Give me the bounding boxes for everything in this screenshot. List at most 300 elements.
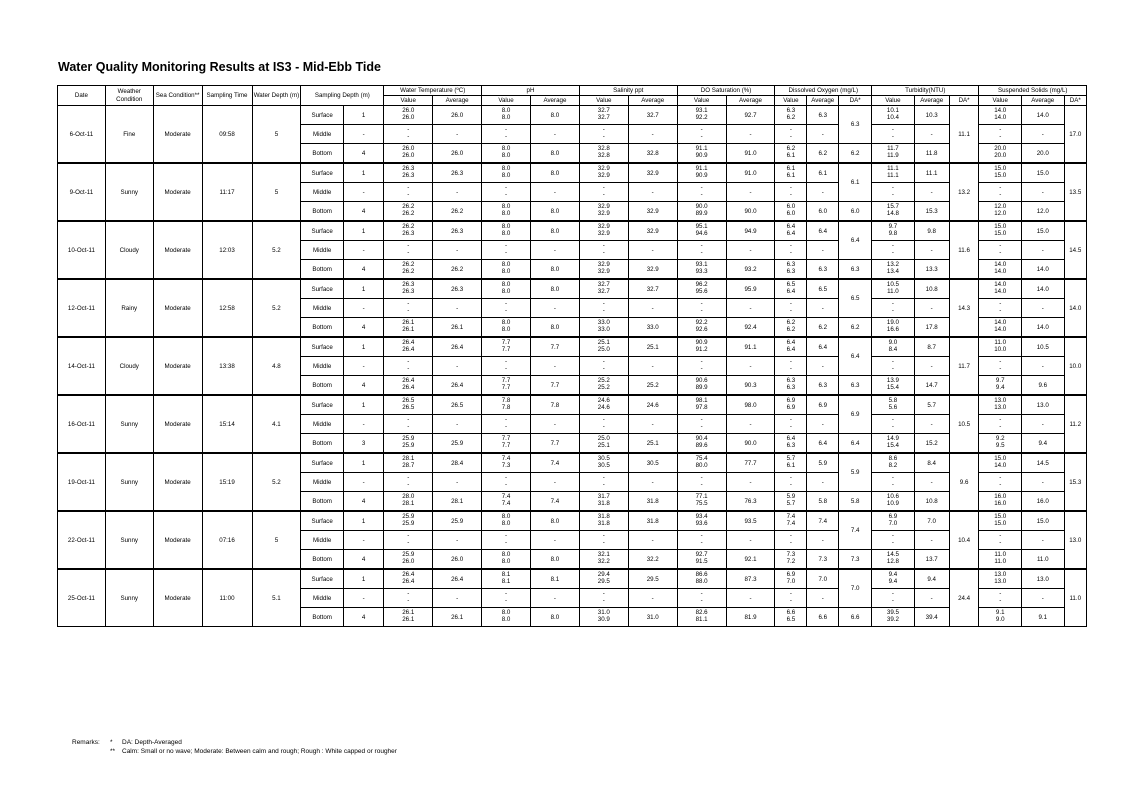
- ph-value-cell-reading: -: [504, 416, 508, 424]
- ss-value-cell-reading: -: [999, 590, 1002, 598]
- temp-value-cell-reading: 26.2: [402, 203, 415, 211]
- subheader-da: DA*: [1064, 96, 1087, 106]
- ph-average-cell: 8.0: [530, 202, 579, 222]
- turb-value-cell-reading: 10.5: [886, 281, 899, 289]
- ss-value-cell-reading: -: [999, 242, 1002, 250]
- temp-value-cell: [384, 183, 433, 202]
- sal-value-cell: [579, 183, 628, 202]
- dos-value-cell-reading: 92.2: [695, 319, 708, 327]
- ss-value-cell: [979, 376, 1022, 396]
- sal-average-cell: 32.7: [628, 106, 677, 125]
- ph-value-cell-reading: 8.1: [501, 578, 511, 585]
- temp-value-cell: [384, 337, 433, 357]
- ph-value-cell-reading: 7.7: [501, 384, 511, 391]
- sea-cell: Moderate: [153, 569, 202, 627]
- sal-value-cell-reading: 31.7: [597, 493, 610, 501]
- turb-value-cell-reading: -: [891, 358, 894, 366]
- do-average-cell: 6.3: [807, 260, 839, 280]
- sal-value-cell: [579, 202, 628, 222]
- depth-label-cell: Surface: [301, 279, 344, 299]
- ss-average-cell: 9.6: [1021, 376, 1064, 396]
- dos-value-cell-reading: 93.4: [695, 513, 708, 521]
- turb-average-cell: -: [914, 357, 949, 376]
- date-cell: 9-Oct-11: [58, 163, 106, 221]
- temp-value-cell-reading: 26.3: [402, 230, 415, 237]
- ph-value-cell-reading: 8.0: [501, 319, 511, 327]
- depth-label-cell: Surface: [301, 337, 344, 357]
- sal-value-cell-reading: -: [602, 358, 605, 366]
- sal-value-cell-reading: 30.5: [597, 455, 610, 463]
- ss-average-cell: 9.4: [1021, 434, 1064, 454]
- ph-average-cell: -: [530, 415, 579, 434]
- sea-cell: Moderate: [153, 221, 202, 279]
- do-value-cell-reading: -: [789, 365, 792, 372]
- turb-value-cell: [872, 183, 915, 202]
- do-value-cell: [775, 279, 807, 299]
- depth-value-cell: 1: [343, 163, 383, 183]
- temp-value-cell-reading: 26.1: [402, 616, 415, 623]
- turb-average-cell: 9.8: [914, 221, 949, 241]
- turb-value-cell-reading: 11.7: [887, 145, 899, 153]
- turb-value-cell-reading: 13.2: [886, 261, 899, 269]
- temp-value-cell-reading: 26.5: [402, 397, 415, 405]
- ph-value-cell: [482, 241, 531, 260]
- dos-value-cell: [677, 608, 726, 627]
- ph-value-cell-reading: -: [504, 481, 508, 488]
- turb-value-cell-reading: 39.2: [886, 616, 899, 623]
- do-value-cell: [775, 473, 807, 492]
- do-average-cell: 6.5: [807, 279, 839, 299]
- ss-value-cell-reading: -: [999, 481, 1002, 488]
- date-cell: 12-Oct-11: [58, 279, 106, 337]
- ss-value-cell-reading: 14.0: [994, 261, 1007, 269]
- dos-average-cell: 93.2: [726, 260, 775, 280]
- dos-value-cell-reading: 92.2: [695, 114, 708, 121]
- turb-value-cell-reading: 5.8: [888, 397, 898, 405]
- ph-value-cell-reading: 7.7: [501, 377, 511, 385]
- ph-average-cell: 7.7: [530, 434, 579, 454]
- ph-value-cell-reading: 8.0: [501, 558, 511, 565]
- ph-value-cell: [482, 202, 531, 222]
- do-average-cell: 7.4: [807, 511, 839, 531]
- turb-average-cell: 13.3: [914, 260, 949, 280]
- ss-average-cell: -: [1021, 357, 1064, 376]
- ph-value-cell-reading: 8.0: [501, 268, 511, 275]
- temp-average-cell: 26.2: [433, 260, 482, 280]
- ss-value-cell-reading: 13.0: [994, 578, 1007, 585]
- do-value-cell-reading: -: [789, 307, 792, 314]
- header-salinity: Salinity ppt: [579, 86, 677, 96]
- ss-average-cell: 14.5: [1021, 453, 1064, 473]
- sal-value-cell: [579, 318, 628, 338]
- turb-average-cell: 8.4: [914, 453, 949, 473]
- sal-average-cell: 30.5: [628, 453, 677, 473]
- remark-text: DA: Depth-Averaged: [122, 739, 182, 746]
- do-average-cell: 5.9: [807, 453, 839, 473]
- ss-value-cell-reading: 13.0: [994, 404, 1007, 411]
- subheader-value: Value: [482, 96, 531, 106]
- turb-value-cell-reading: -: [891, 597, 894, 604]
- ph-average-cell: 8.0: [530, 511, 579, 531]
- ss-value-cell-reading: -: [999, 184, 1002, 192]
- ss-value-cell-reading: -: [999, 307, 1002, 314]
- sal-average-cell: 32.9: [628, 221, 677, 241]
- dos-value-cell-reading: 94.6: [695, 230, 708, 237]
- sal-value-cell-reading: 24.6: [597, 397, 610, 405]
- table-row: [58, 453, 1087, 473]
- ss-value-cell: [979, 589, 1022, 608]
- temp-value-cell-reading: -: [407, 133, 410, 140]
- sal-value-cell: [579, 531, 628, 550]
- turb-value-cell: [872, 163, 915, 183]
- temp-average-cell: 28.1: [433, 492, 482, 512]
- depth-value-cell: 4: [343, 376, 383, 396]
- dos-value-cell: [677, 144, 726, 164]
- ph-value-cell: [482, 550, 531, 570]
- do-value-cell-reading: -: [789, 249, 792, 256]
- do-average-cell: 6.0: [807, 202, 839, 222]
- temp-value-cell-reading: 26.3: [402, 172, 415, 179]
- sal-average-cell: 32.2: [628, 550, 677, 570]
- ph-value-cell-reading: -: [504, 539, 508, 546]
- ss-value-cell-reading: 15.0: [994, 230, 1007, 237]
- ss-value-cell-reading: 16.0: [994, 500, 1007, 507]
- date-cell: 22-Oct-11: [58, 511, 106, 569]
- dos-value-cell-reading: -: [700, 358, 703, 366]
- sal-value-cell-reading: -: [602, 481, 605, 488]
- temp-value-cell-reading: 26.4: [402, 346, 415, 353]
- dos-value-cell-reading: -: [700, 249, 703, 256]
- weather-cell: Rainy: [105, 279, 153, 337]
- ph-value-cell-reading: -: [504, 126, 508, 134]
- turb-value-cell: [872, 473, 915, 492]
- ss-value-cell-reading: 15.0: [994, 520, 1007, 527]
- do-value-cell: [775, 376, 807, 396]
- do-value-cell-reading: 6.3: [786, 442, 796, 449]
- header-do-saturation: DO Saturation (%): [677, 86, 775, 96]
- depth-value-cell: 1: [343, 337, 383, 357]
- turbidity-da-cell: 10.5: [949, 395, 979, 453]
- depth-label-cell: Bottom: [301, 608, 344, 627]
- ph-value-cell-reading: 7.3: [501, 462, 511, 469]
- sampling-time-cell: 09:58: [202, 106, 252, 164]
- ss-value-cell-reading: 15.0: [994, 455, 1007, 463]
- dos-value-cell-reading: 93.1: [695, 261, 708, 269]
- do-value-cell-reading: 7.0: [786, 578, 796, 585]
- remark-line: [72, 747, 397, 756]
- depth-value-cell: -: [343, 357, 383, 376]
- depth-label-cell: Middle: [301, 415, 344, 434]
- temp-average-cell: -: [433, 183, 482, 202]
- sal-value-cell: [579, 260, 628, 280]
- temp-value-cell: [384, 144, 433, 164]
- temp-value-cell-reading: 25.9: [402, 442, 415, 449]
- sal-value-cell-reading: 29.4: [597, 571, 610, 579]
- turbidity-da-cell: 11.7: [949, 337, 979, 395]
- sal-value-cell-reading: 32.8: [597, 152, 610, 159]
- depth-value-cell: -: [343, 241, 383, 260]
- do-average-cell: 6.6: [807, 608, 839, 627]
- ss-da-cell: 17.0: [1064, 106, 1087, 164]
- turb-value-cell: [872, 395, 915, 415]
- sal-value-cell-reading: 32.9: [597, 165, 610, 173]
- temp-value-cell: [384, 453, 433, 473]
- turb-average-cell: 15.2: [914, 434, 949, 454]
- ph-average-cell: 8.0: [530, 260, 579, 280]
- sal-average-cell: -: [628, 357, 677, 376]
- ss-value-cell-reading: -: [999, 597, 1002, 604]
- temp-value-cell-reading: 26.2: [402, 268, 415, 275]
- ss-average-cell: 10.5: [1021, 337, 1064, 357]
- turb-value-cell-reading: 13.4: [886, 268, 899, 275]
- ss-value-cell-reading: 9.1: [995, 609, 1005, 617]
- ph-value-cell-reading: 7.4: [501, 493, 511, 501]
- sal-value-cell: [579, 511, 628, 531]
- sal-value-cell-reading: -: [602, 249, 605, 256]
- temp-average-cell: 25.9: [433, 511, 482, 531]
- sal-value-cell-reading: 32.9: [597, 210, 610, 217]
- sampling-time-cell: 15:14: [202, 395, 252, 453]
- sal-value-cell-reading: -: [602, 423, 605, 430]
- do-value-cell: [775, 241, 807, 260]
- sal-value-cell-reading: -: [602, 532, 605, 540]
- ss-value-cell: [979, 260, 1022, 280]
- temp-value-cell-reading: 26.0: [402, 152, 415, 159]
- sal-value-cell: [579, 453, 628, 473]
- ph-value-cell-reading: 8.0: [501, 616, 511, 623]
- ph-value-cell: [482, 569, 531, 589]
- ph-value-cell: [482, 531, 531, 550]
- do-value-cell-reading: 6.3: [786, 107, 796, 115]
- turb-value-cell-reading: 5.6: [888, 404, 898, 411]
- dos-average-cell: -: [726, 415, 775, 434]
- ss-average-cell: 16.0: [1021, 492, 1064, 512]
- dos-value-cell-reading: -: [700, 597, 703, 604]
- dos-value-cell-reading: 90.0: [695, 203, 708, 211]
- sal-average-cell: -: [628, 473, 677, 492]
- dos-value-cell-reading: 77.1: [695, 493, 708, 501]
- do-value-cell: [775, 299, 807, 318]
- dos-value-cell-reading: 89.9: [695, 210, 708, 217]
- ph-value-cell: [482, 376, 531, 396]
- sal-value-cell-reading: 32.2: [597, 558, 610, 565]
- depth-label-cell: Middle: [301, 183, 344, 202]
- do-da-cell: 6.4: [839, 337, 872, 376]
- temp-average-cell: 26.4: [433, 376, 482, 396]
- turb-value-cell: [872, 144, 915, 164]
- turb-value-cell-reading: 19.0: [886, 319, 899, 327]
- do-value-cell: [775, 531, 807, 550]
- subheader-da: DA*: [949, 96, 979, 106]
- ph-value-cell-reading: 7.4: [501, 500, 511, 507]
- temp-value-cell-reading: 26.0: [402, 145, 415, 153]
- do-value-cell-reading: 6.3: [786, 384, 796, 391]
- turb-value-cell: [872, 125, 915, 144]
- ph-value-cell: [482, 144, 531, 164]
- ss-value-cell-reading: -: [999, 532, 1002, 540]
- turb-average-cell: 7.0: [914, 511, 949, 531]
- turb-value-cell-reading: -: [891, 133, 894, 140]
- dos-value-cell: [677, 434, 726, 454]
- weather-cell: Fine: [105, 106, 153, 164]
- do-da-cell: 6.6: [839, 608, 872, 627]
- ph-value-cell: [482, 221, 531, 241]
- subheader-average: Average: [914, 96, 949, 106]
- turbidity-da-cell: 10.4: [949, 511, 979, 569]
- turb-value-cell: [872, 550, 915, 570]
- do-value-cell: [775, 589, 807, 608]
- do-value-cell-reading: -: [789, 300, 792, 308]
- sal-value-cell-reading: 32.7: [597, 288, 610, 295]
- ss-average-cell: -: [1021, 125, 1064, 144]
- dos-average-cell: 90.0: [726, 202, 775, 222]
- depth-value-cell: 1: [343, 279, 383, 299]
- ph-value-cell: [482, 125, 531, 144]
- ph-average-cell: -: [530, 531, 579, 550]
- sal-value-cell-reading: 33.0: [597, 326, 610, 333]
- temp-value-cell-reading: 26.1: [402, 326, 415, 333]
- temp-value-cell: [384, 125, 433, 144]
- sal-value-cell-reading: 25.2: [597, 384, 610, 391]
- dos-value-cell-reading: 92.7: [695, 551, 708, 559]
- ph-average-cell: -: [530, 589, 579, 608]
- ph-value-cell: [482, 434, 531, 454]
- turbidity-da-cell: 13.2: [949, 163, 979, 221]
- depth-label-cell: Bottom: [301, 492, 344, 512]
- ss-value-cell: [979, 163, 1022, 183]
- depth-value-cell: 1: [343, 569, 383, 589]
- dos-value-cell: [677, 125, 726, 144]
- ph-value-cell-reading: 7.7: [501, 442, 511, 449]
- turb-value-cell-reading: 14.9: [886, 435, 899, 443]
- table-row: [58, 163, 1087, 183]
- dos-value-cell-reading: 98.1: [695, 397, 708, 405]
- do-value-cell-reading: -: [789, 416, 792, 424]
- do-average-cell: -: [807, 415, 839, 434]
- temp-value-cell: [384, 434, 433, 454]
- do-value-cell: [775, 183, 807, 202]
- ss-average-cell: 20.0: [1021, 144, 1064, 164]
- ph-value-cell-reading: 8.0: [501, 114, 511, 121]
- header-suspended-solids: Suspended Solids (mg/L): [979, 86, 1087, 96]
- ph-average-cell: 8.0: [530, 318, 579, 338]
- temp-value-cell: [384, 318, 433, 338]
- sal-average-cell: 25.1: [628, 434, 677, 454]
- sal-value-cell-reading: 25.0: [597, 346, 610, 353]
- do-value-cell-reading: 6.0: [786, 203, 796, 211]
- do-value-cell-reading: 6.1: [786, 152, 796, 159]
- depth-label-cell: Bottom: [301, 376, 344, 396]
- ss-value-cell-reading: 9.0: [995, 616, 1005, 623]
- do-value-cell-reading: 6.4: [786, 339, 796, 347]
- ph-value-cell: [482, 415, 531, 434]
- ss-value-cell-reading: 12.0: [994, 210, 1007, 217]
- temp-value-cell-reading: 26.5: [402, 404, 415, 411]
- dos-value-cell: [677, 492, 726, 512]
- weather-cell: Cloudy: [105, 337, 153, 395]
- dos-value-cell-reading: 89.9: [695, 384, 708, 391]
- sal-value-cell-reading: 32.9: [597, 261, 610, 269]
- temp-value-cell: [384, 511, 433, 531]
- temp-average-cell: 26.0: [433, 550, 482, 570]
- sal-value-cell: [579, 357, 628, 376]
- depth-value-cell: 4: [343, 144, 383, 164]
- turb-value-cell-reading: 11.1: [887, 165, 899, 173]
- do-value-cell-reading: -: [789, 532, 792, 540]
- ss-value-cell-reading: 20.0: [994, 145, 1007, 153]
- depth-label-cell: Middle: [301, 125, 344, 144]
- ss-average-cell: 11.0: [1021, 550, 1064, 570]
- sal-value-cell: [579, 492, 628, 512]
- sal-value-cell-reading: 25.1: [597, 339, 610, 347]
- temp-value-cell-reading: 28.0: [402, 493, 415, 501]
- do-value-cell-reading: 7.4: [786, 513, 796, 521]
- temp-value-cell: [384, 279, 433, 299]
- do-value-cell-reading: 6.3: [786, 268, 796, 275]
- turb-average-cell: -: [914, 125, 949, 144]
- dos-average-cell: -: [726, 589, 775, 608]
- temp-value-cell-reading: -: [407, 249, 410, 256]
- do-value-cell: [775, 395, 807, 415]
- depth-label-cell: Middle: [301, 241, 344, 260]
- dos-value-cell: [677, 337, 726, 357]
- ph-value-cell-reading: -: [504, 597, 508, 604]
- temp-average-cell: 26.3: [433, 163, 482, 183]
- ph-average-cell: 8.0: [530, 608, 579, 627]
- dos-value-cell-reading: -: [700, 307, 703, 314]
- ss-value-cell: [979, 569, 1022, 589]
- subheader-average: Average: [433, 96, 482, 106]
- dos-value-cell: [677, 415, 726, 434]
- sal-value-cell-reading: -: [602, 242, 605, 250]
- water-depth-cell: 4.8: [252, 337, 301, 395]
- dos-value-cell-reading: 91.1: [695, 165, 708, 173]
- do-value-cell-reading: 6.9: [786, 397, 796, 405]
- turb-value-cell-reading: 8.2: [888, 462, 898, 469]
- sal-value-cell: [579, 589, 628, 608]
- temp-value-cell-reading: 26.2: [402, 223, 415, 231]
- ph-value-cell: [482, 589, 531, 608]
- do-average-cell: -: [807, 241, 839, 260]
- ss-value-cell: [979, 473, 1022, 492]
- ss-value-cell-reading: -: [999, 539, 1002, 546]
- temp-value-cell-reading: -: [407, 358, 410, 366]
- ss-average-cell: 13.0: [1021, 395, 1064, 415]
- dos-value-cell: [677, 163, 726, 183]
- depth-label-cell: Surface: [301, 106, 344, 125]
- sal-value-cell-reading: 32.9: [597, 268, 610, 275]
- turb-value-cell-reading: 12.8: [886, 558, 899, 565]
- turb-value-cell: [872, 376, 915, 396]
- temp-value-cell-reading: 25.9: [402, 513, 415, 521]
- do-value-cell-reading: -: [789, 242, 792, 250]
- turb-average-cell: 11.1: [914, 163, 949, 183]
- temp-average-cell: 26.1: [433, 318, 482, 338]
- ss-value-cell-reading: 14.0: [994, 114, 1007, 121]
- turb-average-cell: -: [914, 473, 949, 492]
- dos-value-cell-reading: 80.0: [695, 462, 708, 469]
- ph-average-cell: 8.0: [530, 221, 579, 241]
- ss-value-cell-reading: 14.0: [994, 281, 1007, 289]
- ph-value-cell: [482, 492, 531, 512]
- temp-value-cell-reading: -: [407, 481, 410, 488]
- sal-value-cell: [579, 163, 628, 183]
- ss-average-cell: 14.0: [1021, 318, 1064, 338]
- depth-value-cell: 1: [343, 395, 383, 415]
- depth-value-cell: -: [343, 183, 383, 202]
- turb-value-cell: [872, 318, 915, 338]
- depth-value-cell: 1: [343, 453, 383, 473]
